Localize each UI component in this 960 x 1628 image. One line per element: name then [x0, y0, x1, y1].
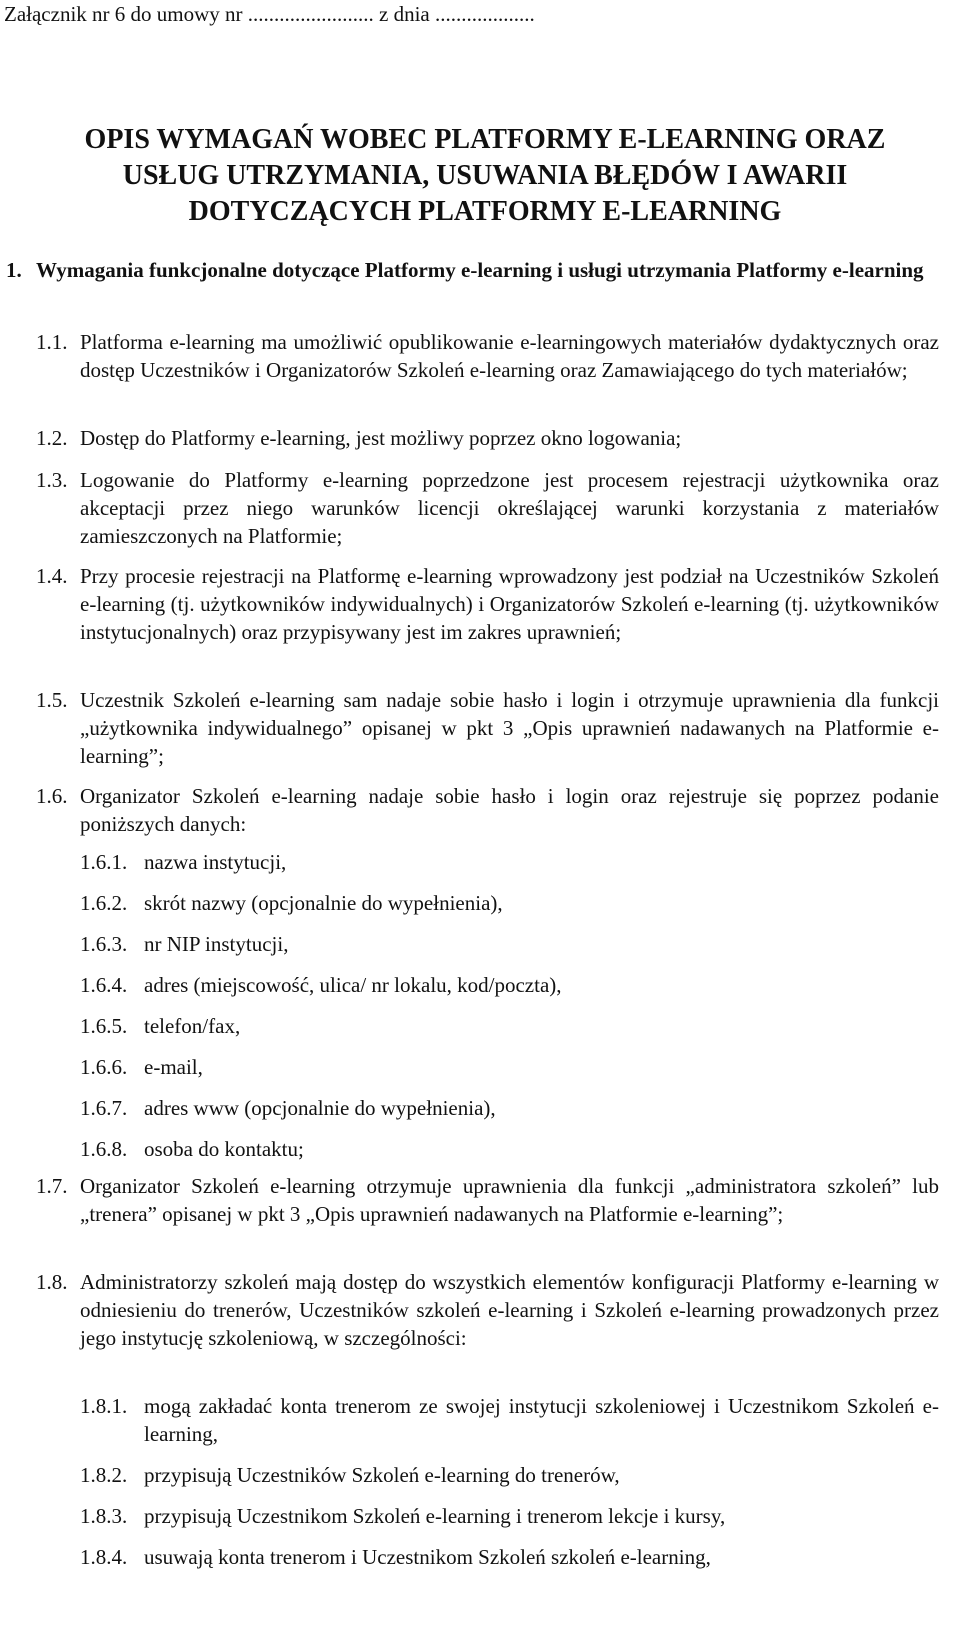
item-1-8-3: [80, 1502, 939, 1530]
item-text: e-mail,: [144, 1055, 203, 1079]
item-number: 1.8.4.: [80, 1545, 128, 1569]
item-number: 1.6.1.: [80, 850, 128, 874]
item-1-4: [36, 562, 939, 646]
item-text: usuwają konta trenerom i Uczestnikom Szkoleń szkoleń e-learning,: [144, 1545, 711, 1569]
item-1-6-2: [80, 889, 939, 917]
item-1-6-6: [80, 1053, 939, 1081]
item-1-8-1: [80, 1392, 939, 1448]
item-number: 1.6.3.: [80, 932, 128, 956]
item-text: Uczestnik Szkoleń e-learning sam nadaje sobie hasło i login i otrzymuje uprawnienia dla funkcji „użytkownika indywidualnego” opisanej w pkt 3 „Opis uprawnień nadawanych na Platformie e-learning”;: [80, 688, 939, 768]
item-text: Platforma e-learning ma umożliwić opublikowanie e-learningowych materiałów dydaktycznych oraz dostęp Uczestników i Organizatorów Szkoleń e-learning oraz Zamawiającego do tych materiałów;: [80, 330, 939, 382]
item-1-3: [36, 466, 939, 550]
item-number: 1.6.8.: [80, 1137, 128, 1161]
item-1-8-4: [80, 1543, 939, 1571]
title-line-2: USŁUG UTRZYMANIA, USUWANIA BŁĘDÓW I AWARII: [122, 160, 848, 191]
item-text: adres (miejscowość, ulica/ nr lokalu, kod/poczta),: [144, 973, 562, 997]
item-1-6-8: [80, 1135, 939, 1163]
item-text: Organizator Szkoleń e-learning otrzymuje uprawnienia dla funkcji „administratora szkoleń” lub „trenera” opisanej w pkt 3 „Opis uprawnień nadawanych na Platformie e-learning”;: [80, 1174, 939, 1226]
item-1-8-2: [80, 1461, 939, 1489]
item-number: 1.6.4.: [80, 973, 128, 997]
item-1-6-5: [80, 1012, 939, 1040]
item-text: nazwa instytucji,: [144, 850, 287, 874]
section-1-heading: [6, 256, 939, 284]
document-header: Załącznik nr 6 do umowy nr ........................ z dnia ...................: [4, 2, 535, 26]
item-number: 1.6.5.: [80, 1014, 128, 1038]
section-title: Wymagania funkcjonalne dotyczące Platformy e-learning i usługi utrzymania Platformy e-learning: [36, 258, 924, 282]
item-1-5: [36, 686, 939, 770]
item-text: przypisują Uczestników Szkoleń e-learning do trenerów,: [144, 1463, 620, 1487]
item-text: skrót nazwy (opcjonalnie do wypełnienia),: [144, 891, 503, 915]
item-number: 1.6.6.: [80, 1055, 128, 1079]
item-number: 1.8.: [36, 1270, 68, 1294]
item-1-1: [36, 328, 939, 384]
item-text: adres www (opcjonalnie do wypełnienia),: [144, 1096, 496, 1120]
item-number: 1.2.: [36, 426, 68, 450]
item-number: 1.6.7.: [80, 1096, 128, 1120]
item-text: mogą zakładać konta trenerom ze swojej instytucji szkoleniowej i Uczestnikom Szkoleń e-learning,: [144, 1394, 939, 1446]
item-number: 1.7.: [36, 1174, 68, 1198]
section-number: 1.: [6, 258, 22, 282]
item-text: Administratorzy szkoleń mają dostęp do wszystkich elementów konfiguracji Platformy e-learning w odniesieniu do trenerów, Uczestników szkoleń e-learning i Szkoleń e-learning prowadzonych przez jego instytucję szkoleniową, w szczególności:: [80, 1270, 939, 1350]
item-text: Logowanie do Platformy e-learning poprzedzone jest procesem rejestracji użytkownika oraz akceptacji przez niego warunków licencji określającej warunki korzystania z materiałów zamieszczonych na Platformie;: [80, 468, 939, 548]
item-number: 1.8.3.: [80, 1504, 128, 1528]
item-number: 1.6.: [36, 784, 68, 808]
item-1-8: [36, 1268, 939, 1352]
item-number: 1.8.2.: [80, 1463, 128, 1487]
item-text: Dostęp do Platformy e-learning, jest możliwy poprzez okno logowania;: [80, 426, 682, 450]
item-text: nr NIP instytucji,: [144, 932, 289, 956]
item-text: Przy procesie rejestracji na Platformę e-learning wprowadzony jest podział na Uczestników Szkoleń e-learning (tj. użytkowników indywidualnych) i Organizatorów Szkoleń e-learning (tj. użytkowników instytucjonalnych) oraz przypisywany jest im zakres uprawnień;: [80, 564, 939, 644]
item-1-6: [36, 782, 939, 838]
item-text: przypisują Uczestnikom Szkoleń e-learning i trenerom lekcje i kursy,: [144, 1504, 726, 1528]
item-1-6-7: [80, 1094, 939, 1122]
title-line-3: DOTYCZĄCYCH PLATFORMY E-LEARNING: [188, 196, 782, 227]
item-number: 1.4.: [36, 564, 68, 588]
item-text: Organizator Szkoleń e-learning nadaje sobie hasło i login oraz rejestruje się poprzez podanie poniższych danych:: [80, 784, 939, 836]
item-text: telefon/fax,: [144, 1014, 241, 1038]
item-1-6-3: [80, 930, 939, 958]
item-1-7: [36, 1172, 939, 1228]
title-line-1: OPIS WYMAGAŃ WOBEC PLATFORMY E-LEARNING ORAZ: [84, 124, 886, 155]
document-title: [0, 122, 960, 230]
item-1-6-1: [80, 848, 939, 876]
item-number: 1.1.: [36, 330, 68, 354]
item-number: 1.5.: [36, 688, 68, 712]
item-1-2: [36, 424, 939, 452]
item-1-6-4: [80, 971, 939, 999]
item-number: 1.3.: [36, 468, 68, 492]
item-number: 1.8.1.: [80, 1394, 128, 1418]
item-text: osoba do kontaktu;: [144, 1137, 304, 1161]
item-number: 1.6.2.: [80, 891, 128, 915]
